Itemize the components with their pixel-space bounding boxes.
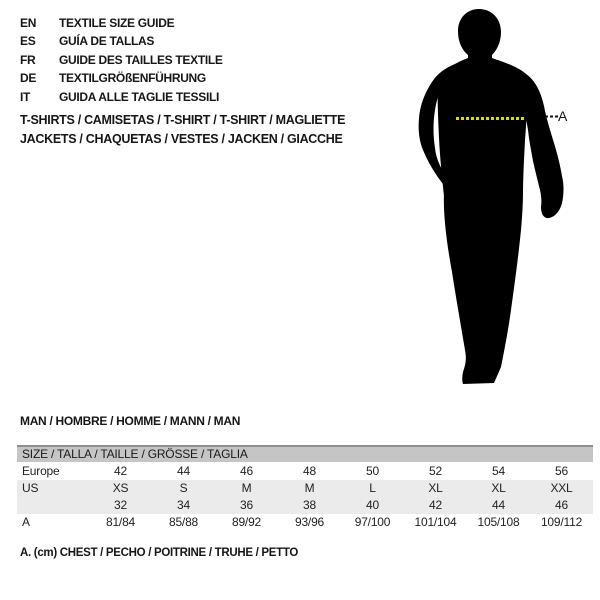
language-label: GUIDE DES TAILLES TEXTILE xyxy=(59,52,223,67)
row-label: US xyxy=(22,481,39,495)
language-label: GUIDA ALLE TAGLIE TESSILI xyxy=(59,89,220,104)
size-cell: 40 xyxy=(366,498,379,512)
size-cell: XXL xyxy=(550,481,573,495)
language-code: EN xyxy=(20,16,37,30)
size-cell: 50 xyxy=(366,464,379,478)
size-cell: 38 xyxy=(303,498,316,512)
size-cell: 42 xyxy=(429,498,442,512)
size-cell: 36 xyxy=(240,498,253,512)
size-cell: 101/104 xyxy=(414,515,457,529)
size-table xyxy=(17,445,593,531)
row-label: Europe xyxy=(22,464,60,478)
size-cell: 56 xyxy=(555,464,568,478)
size-table-row xyxy=(17,514,593,531)
head-shape xyxy=(458,9,501,62)
language-label: GUÍA DE TALLAS xyxy=(59,34,155,49)
category-line: JACKETS / CHAQUETAS / VESTES / JACKEN / GIACCHE xyxy=(20,131,343,146)
language-row xyxy=(20,32,223,50)
measure-footnote: A. (cm) CHEST / PECHO / POITRINE / TRUHE / PETTO xyxy=(20,547,299,559)
language-code: DE xyxy=(20,71,37,86)
size-cell: 46 xyxy=(240,464,253,478)
language-label: TEXTILE SIZE GUIDE xyxy=(59,16,175,30)
language-label: TEXTILGRÖßENFÜHRUNG xyxy=(59,71,206,86)
size-table-row xyxy=(17,480,593,497)
size-cell: 89/92 xyxy=(231,515,262,529)
size-cell: 105/108 xyxy=(477,515,520,529)
size-table-body xyxy=(17,463,593,531)
silhouette-shapes xyxy=(419,9,564,384)
man-silhouette xyxy=(395,0,600,400)
size-cell: 93/96 xyxy=(294,515,325,529)
size-cell: 52 xyxy=(429,464,442,478)
size-cell: 46 xyxy=(555,498,568,512)
size-cell: 42 xyxy=(114,464,127,478)
size-cell: 97/100 xyxy=(354,515,391,529)
size-table-row xyxy=(17,463,593,480)
size-cell: XL xyxy=(491,481,506,495)
size-cell: 34 xyxy=(177,498,190,512)
row-label: A xyxy=(22,515,30,529)
language-row xyxy=(20,88,223,106)
category-line: T-SHIRTS / CAMISETAS / T-SHIRT / T-SHIRT / MAGLIETTE xyxy=(20,113,346,127)
language-row xyxy=(20,51,223,69)
size-cell: 85/88 xyxy=(168,515,199,529)
row-label xyxy=(17,497,89,514)
language-code: ES xyxy=(20,34,36,49)
size-cell: 32 xyxy=(114,498,127,512)
size-cell: M xyxy=(241,481,252,495)
size-cell: M xyxy=(304,481,315,495)
size-table-row xyxy=(17,497,593,514)
size-cell: 54 xyxy=(492,464,505,478)
size-cell: S xyxy=(179,481,188,495)
measure-label-a: A xyxy=(558,108,568,124)
language-row xyxy=(20,14,223,32)
size-cell: XL xyxy=(428,481,443,495)
size-cell: 109/112 xyxy=(540,515,583,529)
size-cell: 44 xyxy=(492,498,505,512)
language-code: IT xyxy=(20,89,31,104)
section-title: MAN / HOMBRE / HOMME / MANN / MAN xyxy=(20,414,241,428)
language-row xyxy=(20,69,223,87)
size-table-header: SIZE / TALLA / TAILLE / GRÖSSE / TAGLIA xyxy=(17,445,593,462)
size-cell: 44 xyxy=(177,464,190,478)
size-cell: 81/84 xyxy=(105,515,136,529)
legs-shape xyxy=(444,193,523,384)
size-cell: 48 xyxy=(303,464,316,478)
language-code: FR xyxy=(20,52,36,67)
size-cell: L xyxy=(369,481,376,495)
language-list xyxy=(20,14,223,106)
category-lines xyxy=(20,111,345,149)
size-cell: XS xyxy=(112,481,129,495)
